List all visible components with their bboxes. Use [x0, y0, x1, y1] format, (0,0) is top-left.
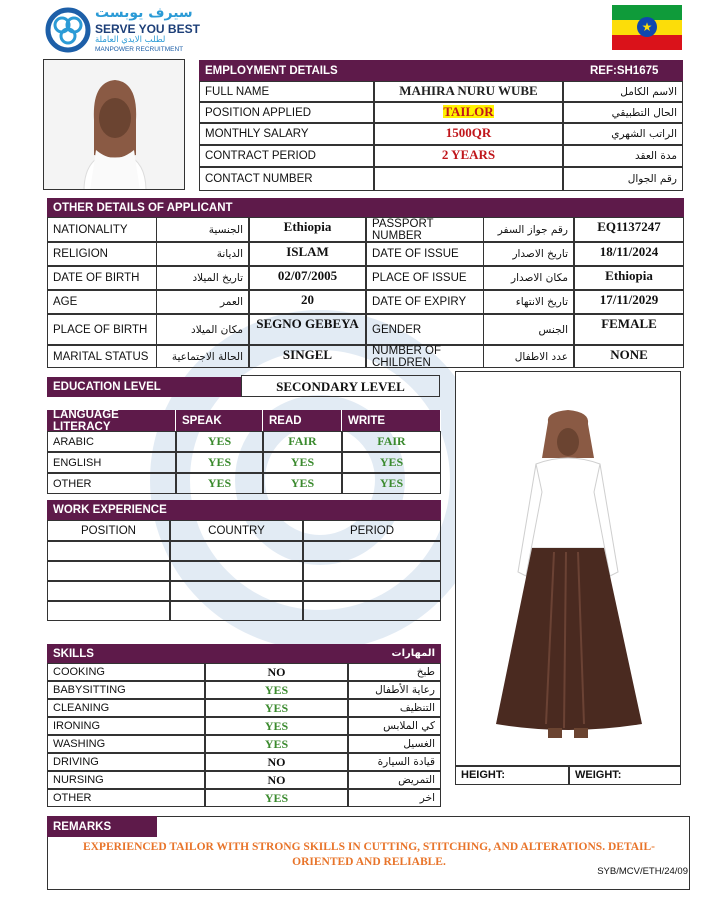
applicant-field-value: Ethiopia	[574, 266, 684, 290]
language-proficiency: YES	[263, 473, 342, 494]
language-proficiency: YES	[342, 452, 441, 473]
applicant-field-label: MARITAL STATUS	[47, 345, 157, 368]
brand-name-ar: سيرف يوبست	[95, 5, 193, 21]
footer-code: SYB/MCV/ETH/24/09	[597, 866, 688, 877]
skill-label-ar: طبخ	[348, 663, 441, 681]
weight-field: WEIGHT:	[569, 765, 681, 785]
applicant-field-label: NATIONALITY	[47, 217, 157, 242]
language-proficiency: YES	[342, 473, 441, 494]
applicant-field-value: SINGEL	[249, 345, 366, 368]
skill-label-ar: قيادة السيارة	[348, 753, 441, 771]
applicant-field-label-ar: رقم جواز السفر	[484, 217, 574, 242]
work-experience-empty-cell	[170, 581, 303, 601]
skill-label: BABYSITTING	[47, 681, 205, 699]
language-name: ENGLISH	[47, 452, 176, 473]
work-experience-empty-cell	[47, 581, 170, 601]
employment-field-value-text: MAHIRA NURU WUBE	[399, 83, 538, 98]
employment-field-value-text: TAILOR	[443, 104, 494, 119]
applicant-field-label-ar: مكان الاصدار	[484, 266, 574, 290]
employment-field-label-ar: الحال التطبيقي	[563, 102, 683, 123]
remarks-text: EXPERIENCED TAILOR WITH STRONG SKILLS IN CUTTING, STITCHING, AND ALTERATIONS. DETAIL-ORIENTED AND RELIABLE.	[82, 841, 656, 868]
flag-emblem-icon: ★	[637, 17, 657, 37]
work-experience-empty-cell	[47, 541, 170, 561]
employment-field-value	[374, 123, 563, 145]
employment-field-label-ar: الاسم الكامل	[563, 81, 683, 102]
other-details-header	[47, 198, 684, 217]
applicant-field-value: SEGNO GEBEYA	[249, 314, 366, 345]
employment-field-label: CONTACT NUMBER	[199, 167, 374, 191]
education-level-label	[47, 377, 241, 397]
skill-label-ar: اخر	[348, 789, 441, 807]
language-proficiency: YES	[176, 452, 263, 473]
remarks-title: REMARKS	[53, 820, 112, 833]
skill-label: IRONING	[47, 717, 205, 735]
brand-name-en: SERVE YOU BEST	[95, 22, 200, 36]
employment-field-value	[374, 102, 563, 123]
language-proficiency: YES	[263, 452, 342, 473]
other-details-title: OTHER DETAILS OF APPLICANT	[53, 201, 233, 214]
employment-field-label-ar: رقم الجوال	[563, 167, 683, 191]
skill-value: NO	[205, 771, 348, 789]
applicant-field-label-ar: الديانة	[157, 242, 249, 266]
applicant-field-value: NONE	[574, 345, 684, 368]
employment-field-value	[374, 167, 563, 191]
applicant-field-label: DATE OF BIRTH	[47, 266, 157, 290]
applicant-field-label: PASSPORT NUMBER	[366, 217, 484, 242]
work-experience-empty-cell	[303, 561, 441, 581]
applicant-field-value: ISLAM	[249, 242, 366, 266]
applicant-field-label: DATE OF EXPIRY	[366, 290, 484, 314]
work-experience-empty-cell	[170, 541, 303, 561]
applicant-field-value: 17/11/2029	[574, 290, 684, 314]
applicant-field-label: PLACE OF ISSUE	[366, 266, 484, 290]
skill-label: CLEANING	[47, 699, 205, 717]
skill-label-ar: الغسيل	[348, 735, 441, 753]
skill-label-ar: التنظيف	[348, 699, 441, 717]
skill-label: DRIVING	[47, 753, 205, 771]
brand-sub-ar: لطلب الايدي العاملة	[95, 35, 166, 45]
applicant-field-label-ar: مكان الميلاد	[157, 314, 249, 345]
applicant-field-value: FEMALE	[574, 314, 684, 345]
skill-label: OTHER	[47, 789, 205, 807]
language-proficiency: YES	[176, 431, 263, 452]
skill-value: YES	[205, 735, 348, 753]
work-column-header: COUNTRY	[170, 520, 303, 541]
applicant-full-body-photo	[455, 371, 681, 767]
work-experience-empty-cell	[47, 601, 170, 621]
skill-value: YES	[205, 717, 348, 735]
applicant-field-value: EQ1137247	[574, 217, 684, 242]
work-experience-header	[47, 500, 441, 520]
skill-label-ar: رعاية الأطفال	[348, 681, 441, 699]
applicant-field-label-ar: تاريخ الاصدار	[484, 242, 574, 266]
language-proficiency: YES	[176, 473, 263, 494]
work-column-header: POSITION	[47, 520, 170, 541]
work-experience-empty-cell	[303, 541, 441, 561]
skill-label-ar: كي الملابس	[348, 717, 441, 735]
applicant-field-value: 02/07/2005	[249, 266, 366, 290]
remarks-header	[47, 816, 157, 837]
skills-header	[47, 644, 441, 663]
applicant-field-label: GENDER	[366, 314, 484, 345]
applicant-field-label-ar: العمر	[157, 290, 249, 314]
work-experience-empty-cell	[303, 581, 441, 601]
language-proficiency: FAIR	[263, 431, 342, 452]
logo-emblem-icon	[45, 7, 91, 53]
applicant-field-label-ar: الجنس	[484, 314, 574, 345]
language-proficiency: FAIR	[342, 431, 441, 452]
work-experience-empty-cell	[47, 561, 170, 581]
ref-number: REF:SH1675	[590, 64, 659, 77]
language-column-header: WRITE	[342, 410, 441, 431]
language-column-header: READ	[263, 410, 342, 431]
applicant-field-value: Ethiopia	[249, 217, 366, 242]
skill-value: YES	[205, 681, 348, 699]
work-experience-empty-cell	[170, 561, 303, 581]
employment-details-title: EMPLOYMENT DETAILS	[205, 64, 338, 77]
applicant-field-value: 18/11/2024	[574, 242, 684, 266]
applicant-field-label: NUMBER OF CHILDREN	[366, 345, 484, 368]
brand-sub-en: MANPOWER RECRUITMENT	[95, 46, 184, 53]
skill-label: COOKING	[47, 663, 205, 681]
skill-value: YES	[205, 789, 348, 807]
height-field: HEIGHT:	[455, 765, 569, 785]
applicant-field-label: RELIGION	[47, 242, 157, 266]
employment-field-value-text: 1500QR	[445, 125, 492, 140]
education-level-value: SECONDARY LEVEL	[241, 375, 440, 397]
applicant-field-label: DATE OF ISSUE	[366, 242, 484, 266]
ethiopia-flag	[612, 5, 682, 50]
applicant-field-label: AGE	[47, 290, 157, 314]
employment-field-label: POSITION APPLIED	[199, 102, 374, 123]
language-name: ARABIC	[47, 431, 176, 452]
skill-value: NO	[205, 753, 348, 771]
employment-field-label-ar: الراتب الشهري	[563, 123, 683, 145]
skill-label-ar: التمريض	[348, 771, 441, 789]
applicant-field-label: PLACE OF BIRTH	[47, 314, 157, 345]
language-column-header: SPEAK	[176, 410, 263, 431]
applicant-field-label-ar: الحالة الاجتماعية	[157, 345, 249, 368]
applicant-field-label-ar: عدد الاطفال	[484, 345, 574, 368]
employment-field-label-ar: مدة العقد	[563, 145, 683, 167]
applicant-field-label-ar: الجنسية	[157, 217, 249, 242]
education-level-label-text: EDUCATION LEVEL	[53, 381, 161, 393]
company-logo	[45, 5, 235, 57]
skill-label: NURSING	[47, 771, 205, 789]
language-name: OTHER	[47, 473, 176, 494]
skill-value: NO	[205, 663, 348, 681]
skills-title: SKILLS	[53, 647, 94, 660]
applicant-field-label-ar: تاريخ الميلاد	[157, 266, 249, 290]
work-experience-empty-cell	[170, 601, 303, 621]
skill-label: WASHING	[47, 735, 205, 753]
work-experience-empty-cell	[303, 601, 441, 621]
employment-field-label: FULL NAME	[199, 81, 374, 102]
employment-field-value	[374, 81, 563, 102]
applicant-portrait-photo	[43, 59, 185, 190]
work-experience-title: WORK EXPERIENCE	[53, 504, 167, 516]
applicant-field-label-ar: تاريخ الانتهاء	[484, 290, 574, 314]
employment-field-label: CONTRACT PERIOD	[199, 145, 374, 167]
employment-field-value-text: 2 YEARS	[441, 147, 496, 162]
skills-title-ar: المهارات	[391, 648, 435, 659]
employment-field-label: MONTHLY SALARY	[199, 123, 374, 145]
work-column-header: PERIOD	[303, 520, 441, 541]
skill-value: YES	[205, 699, 348, 717]
employment-field-value	[374, 145, 563, 167]
language-column-header: LANGUAGE LITERACY	[47, 410, 176, 431]
applicant-field-value: 20	[249, 290, 366, 314]
